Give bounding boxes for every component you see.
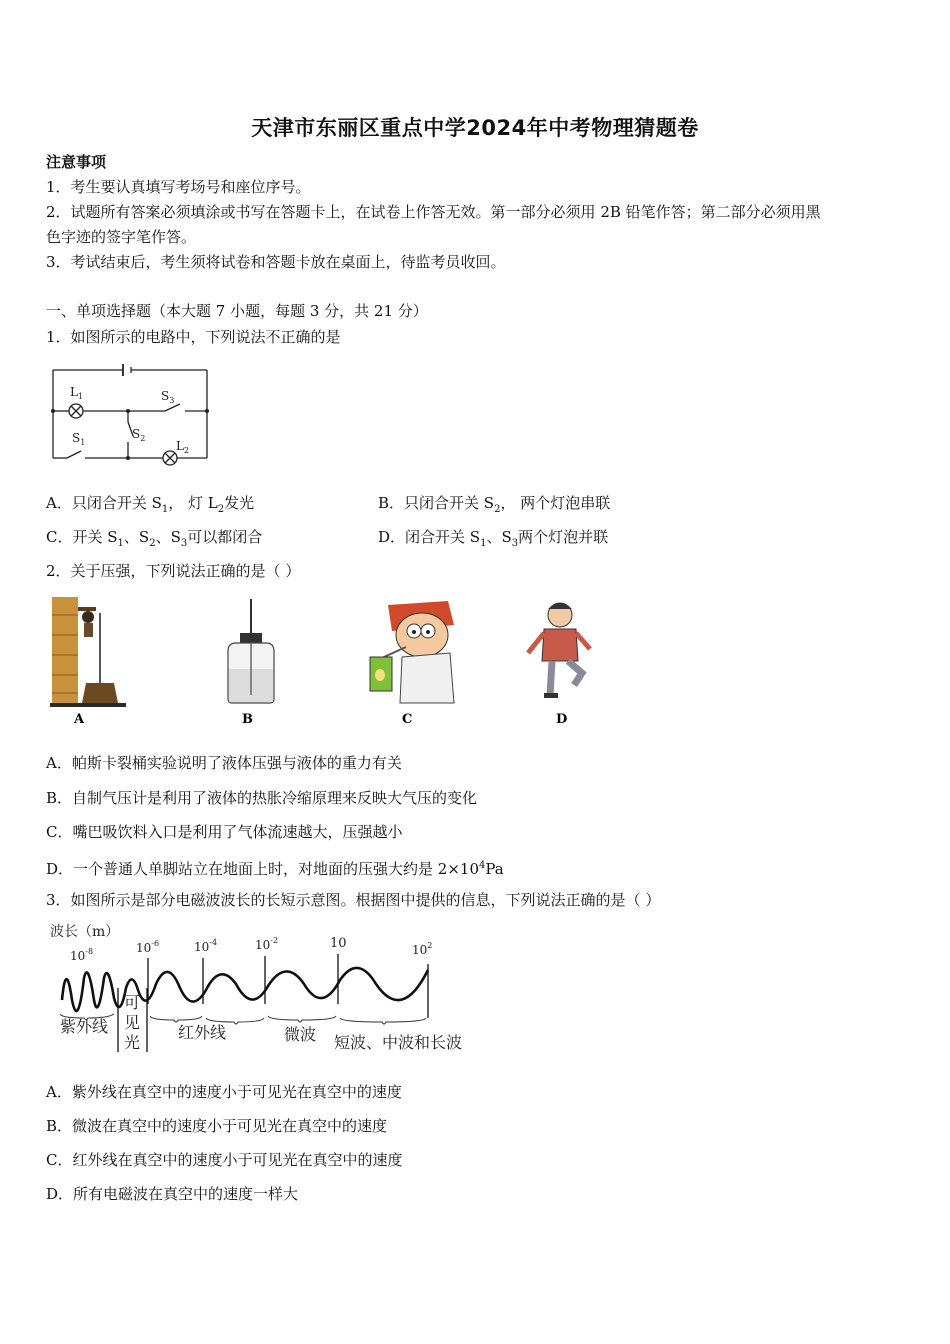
q1-option-a: A．只闭合开关 $S_1$， 灯 $L_2$发光 [46, 494, 255, 515]
question-1-stem: 1．如图所示的电路中，下列说法不正确的是 [46, 328, 341, 346]
q3-option-a: A．紫外线在真空中的速度小于可见光在真空中的速度 [46, 1083, 402, 1101]
svg-text:S1: $S_1$ [72, 431, 86, 447]
svg-text:10-8: $10^{-8}$ [70, 947, 94, 963]
svg-text:L2: $L_2$ [176, 439, 190, 455]
em-wave-diagram [46, 918, 476, 1058]
svg-text:S3: $S_3$ [161, 389, 175, 405]
svg-text:10 [330, 936, 347, 951]
q2-option-a: A．帕斯卡裂桶实验说明了液体压强与液体的重力有关 [46, 754, 402, 772]
svg-text:10-4: $10^{-4}$ [194, 938, 218, 954]
band-label-radio: 短波、中波和长波 [334, 1033, 463, 1052]
q3-option-b: B．微波在真空中的速度小于可见光在真空中的速度 [46, 1117, 388, 1135]
notice-item: 1．考生要认真填写考场号和座位序号。 [46, 178, 311, 196]
tick-label: 10 [136, 941, 152, 955]
figure-label: C [402, 712, 413, 727]
question-3-stem: 3．如图所示是部分电磁波波长的长短示意图。根据图中提供的信息，下列说法正确的是（ ） [46, 891, 661, 909]
label-L1: L [70, 385, 78, 399]
q1-option-b: B．只闭合开关 $S_2$， 两个灯泡串联 [378, 494, 611, 515]
band-label-visible: 光 [124, 1033, 141, 1052]
tick-label: 10 [70, 949, 86, 963]
figure-label: B [242, 712, 253, 727]
tick-label: 10 [255, 938, 271, 952]
notice-heading: 注意事项 [46, 153, 107, 171]
q1-option-d: D．闭合开关 $S_1$、$S_3$两个灯泡并联 [378, 528, 609, 549]
q2-option-b: B．自制气压计是利用了液体的热胀冷缩原理来反映大气压的变化 [46, 789, 478, 807]
q1-option-c: C．开关 $S_1$、$S_2$、$S_3$可以都闭合 [46, 528, 263, 549]
band-label-uv: 紫外线 [60, 1017, 109, 1036]
figure-label: D [556, 712, 568, 727]
notice-item: 3．考试结束后，考生须将试卷和答题卡放在桌面上，待监考员收回。 [46, 253, 506, 271]
band-label-microwave: 微波 [284, 1025, 317, 1044]
tick-label: 10 [194, 940, 210, 954]
one-foot-standing-illustration [520, 595, 600, 730]
tick-label: 10 [412, 943, 428, 957]
svg-text:10-2: $10^{-2}$ [255, 936, 279, 952]
question-2-stem: 2．关于压强，下列说法正确的是（ ） [46, 562, 301, 580]
band-label-infrared: 红外线 [178, 1023, 227, 1042]
svg-text:102: $10^2$ [412, 941, 433, 957]
q3-option-c: C．红外线在真空中的速度小于可见光在真空中的速度 [46, 1151, 403, 1169]
label-L2: L [176, 439, 184, 453]
q3-option-d: D．所有电磁波在真空中的速度一样大 [46, 1185, 299, 1203]
tick-label: 10 [330, 936, 347, 951]
svg-text:L1: $L_1$ [70, 385, 84, 401]
barometer-bottle-illustration [216, 595, 286, 730]
wavelength-axis-label: 波长（m） [50, 924, 120, 940]
notice-item: 色字迹的签字笔作答。 [46, 228, 197, 246]
svg-text:S2: $S_2$ [132, 427, 146, 443]
section-heading: 一、单项选择题（本大题 7 小题，每题 3 分，共 21 分） [46, 302, 428, 320]
label-S1: S [72, 431, 81, 445]
label-S2: S [132, 427, 141, 441]
label-S3: S [161, 389, 170, 403]
pascal-barrel-illustration [48, 595, 138, 730]
figure-label: A [74, 712, 85, 727]
q2-option-c: C．嘴巴吸饮料入口是利用了气体流速越大，压强越小 [46, 823, 403, 841]
band-label-visible: 见 [124, 1013, 141, 1032]
svg-text:10-6: $10^{-6}$ [136, 939, 160, 955]
circuit-diagram [45, 362, 215, 467]
straw-drinking-illustration [362, 595, 462, 730]
band-label-visible: 可 [124, 993, 141, 1012]
notice-item: 2．试题所有答案必须填涂或书写在答题卡上，在试卷上作答无效。第一部分必须用 2B 铅笔作答；第二部分必须用黑 [46, 203, 821, 221]
page-title: 天津市东丽区重点中学2024年中考物理猜题卷 [251, 116, 699, 140]
q2-option-d: D．一个普通人单脚站立在地面上时，对地面的压强大约是 $2\times 10^4Pa$ [46, 860, 504, 878]
